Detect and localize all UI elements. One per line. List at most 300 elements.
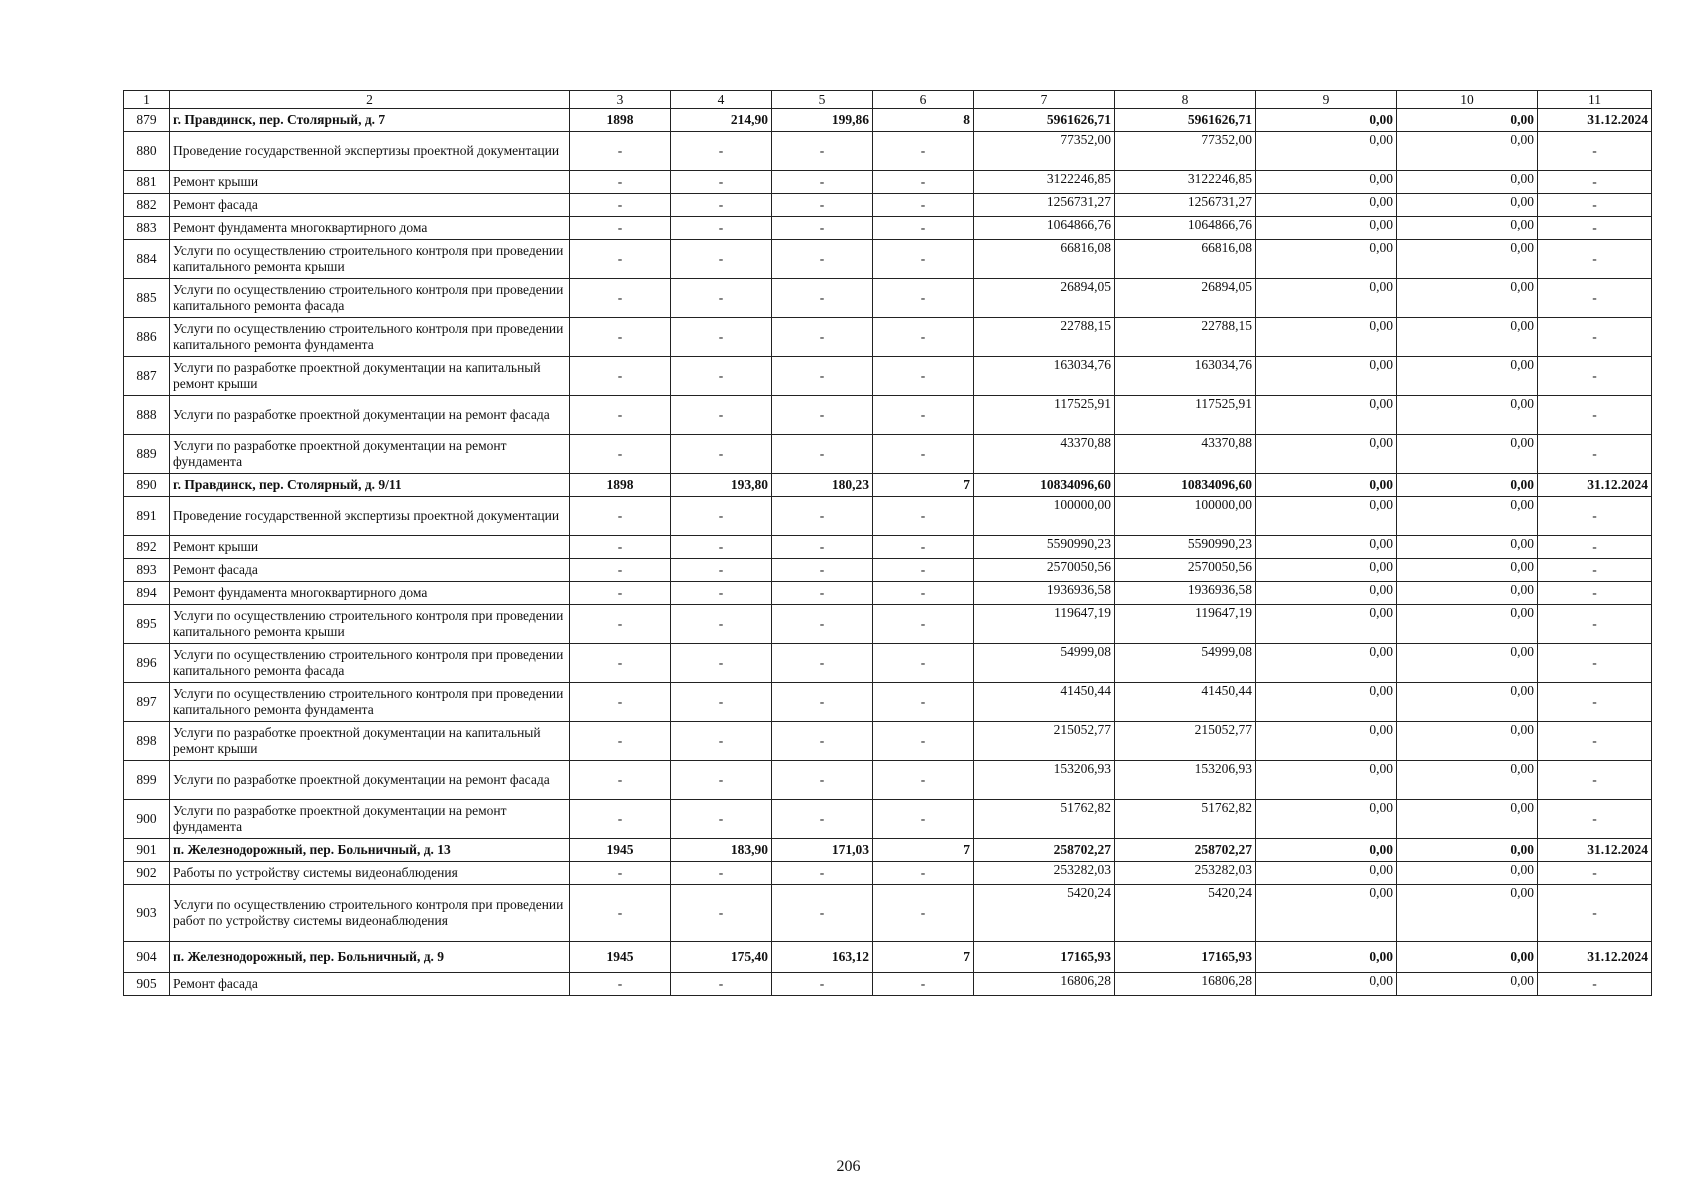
cell-deadline: - xyxy=(1538,722,1652,761)
cell-work-name: Ремонт фасада xyxy=(170,194,570,217)
cell-area-living: - xyxy=(772,722,873,761)
cell-cost-other: 0,00 xyxy=(1397,474,1538,497)
column-number-9: 9 xyxy=(1256,91,1397,109)
cell-deadline: - xyxy=(1538,132,1652,171)
cell-count: - xyxy=(873,761,974,800)
cell-cost-total: 258702,27 xyxy=(974,839,1115,862)
cell-area-living: 163,12 xyxy=(772,942,873,973)
cell-cost-fund: 10834096,60 xyxy=(1115,474,1256,497)
cell-row-number: 880 xyxy=(124,132,170,171)
cell-row-number: 893 xyxy=(124,559,170,582)
cell-area-total: - xyxy=(671,435,772,474)
cell-area-living: - xyxy=(772,217,873,240)
cell-cost-total: 163034,76 xyxy=(974,357,1115,396)
cell-work-name: Ремонт фасада xyxy=(170,559,570,582)
cell-cost-fund: 26894,05 xyxy=(1115,279,1256,318)
table-row xyxy=(124,582,1652,605)
cell-year: - xyxy=(570,279,671,318)
page-number: 206 xyxy=(836,1158,861,1175)
cell-year: - xyxy=(570,644,671,683)
document-sheet xyxy=(123,90,1651,996)
cell-year: - xyxy=(570,885,671,942)
cell-row-number: 901 xyxy=(124,839,170,862)
cell-area-living: - xyxy=(772,559,873,582)
table-row xyxy=(124,396,1652,435)
cell-cost-other: 0,00 xyxy=(1397,279,1538,318)
cell-cost-other: 0,00 xyxy=(1397,109,1538,132)
cell-year: - xyxy=(570,240,671,279)
table-row xyxy=(124,279,1652,318)
cell-row-number: 881 xyxy=(124,171,170,194)
cell-row-number: 899 xyxy=(124,761,170,800)
cell-deadline: - xyxy=(1538,318,1652,357)
capital-repair-table xyxy=(123,90,1652,996)
cell-area-living: 199,86 xyxy=(772,109,873,132)
column-number-2: 2 xyxy=(170,91,570,109)
cell-row-number: 879 xyxy=(124,109,170,132)
cell-year: - xyxy=(570,171,671,194)
cell-cost-budget: 0,00 xyxy=(1256,885,1397,942)
cell-area-living: - xyxy=(772,132,873,171)
cell-area-total: - xyxy=(671,761,772,800)
cell-cost-fund: 1256731,27 xyxy=(1115,194,1256,217)
address-row xyxy=(124,839,1652,862)
cell-cost-other: 0,00 xyxy=(1397,240,1538,279)
cell-work-name: Услуги по осуществлению строительного контроля при проведении работ по устройству системы видеонаблюдения xyxy=(170,885,570,942)
cell-deadline: - xyxy=(1538,536,1652,559)
cell-area-total: 175,40 xyxy=(671,942,772,973)
cell-area-living: - xyxy=(772,605,873,644)
cell-row-number: 885 xyxy=(124,279,170,318)
table-row xyxy=(124,885,1652,942)
cell-cost-budget: 0,00 xyxy=(1256,862,1397,885)
cell-year: - xyxy=(570,973,671,996)
cell-work-name: Услуги по осуществлению строительного контроля при проведении капитального ремонта фундамента xyxy=(170,318,570,357)
cell-work-name: Услуги по разработке проектной документации на ремонт фасада xyxy=(170,761,570,800)
cell-cost-budget: 0,00 xyxy=(1256,474,1397,497)
cell-area-total: - xyxy=(671,885,772,942)
cell-area-total: - xyxy=(671,217,772,240)
cell-cost-total: 1936936,58 xyxy=(974,582,1115,605)
cell-row-number: 902 xyxy=(124,862,170,885)
cell-year: - xyxy=(570,761,671,800)
cell-cost-budget: 0,00 xyxy=(1256,435,1397,474)
cell-area-total: - xyxy=(671,240,772,279)
cell-cost-total: 153206,93 xyxy=(974,761,1115,800)
column-number-7: 7 xyxy=(974,91,1115,109)
cell-cost-total: 117525,91 xyxy=(974,396,1115,435)
table-row xyxy=(124,644,1652,683)
cell-cost-total: 41450,44 xyxy=(974,683,1115,722)
cell-cost-other: 0,00 xyxy=(1397,885,1538,942)
cell-row-number: 882 xyxy=(124,194,170,217)
cell-cost-total: 2570050,56 xyxy=(974,559,1115,582)
cell-cost-other: 0,00 xyxy=(1397,497,1538,536)
table-row xyxy=(124,435,1652,474)
cell-row-number: 887 xyxy=(124,357,170,396)
cell-cost-total: 253282,03 xyxy=(974,862,1115,885)
cell-area-living: - xyxy=(772,683,873,722)
cell-cost-other: 0,00 xyxy=(1397,973,1538,996)
cell-cost-other: 0,00 xyxy=(1397,132,1538,171)
cell-area-living: - xyxy=(772,240,873,279)
cell-deadline: 31.12.2024 xyxy=(1538,109,1652,132)
address-row xyxy=(124,109,1652,132)
cell-cost-fund: 100000,00 xyxy=(1115,497,1256,536)
cell-cost-fund: 258702,27 xyxy=(1115,839,1256,862)
cell-cost-budget: 0,00 xyxy=(1256,605,1397,644)
cell-cost-budget: 0,00 xyxy=(1256,171,1397,194)
cell-area-living: - xyxy=(772,973,873,996)
cell-cost-budget: 0,00 xyxy=(1256,761,1397,800)
cell-area-living: - xyxy=(772,885,873,942)
cell-area-total: - xyxy=(671,194,772,217)
cell-count: - xyxy=(873,357,974,396)
cell-row-number: 894 xyxy=(124,582,170,605)
cell-cost-budget: 0,00 xyxy=(1256,559,1397,582)
cell-area-living: - xyxy=(772,644,873,683)
cell-deadline: 31.12.2024 xyxy=(1538,839,1652,862)
cell-row-number: 888 xyxy=(124,396,170,435)
cell-row-number: 903 xyxy=(124,885,170,942)
cell-cost-fund: 3122246,85 xyxy=(1115,171,1256,194)
cell-year: - xyxy=(570,862,671,885)
cell-cost-other: 0,00 xyxy=(1397,761,1538,800)
cell-cost-budget: 0,00 xyxy=(1256,942,1397,973)
cell-area-living: - xyxy=(772,497,873,536)
cell-year: 1898 xyxy=(570,474,671,497)
cell-cost-fund: 163034,76 xyxy=(1115,357,1256,396)
cell-cost-other: 0,00 xyxy=(1397,582,1538,605)
cell-count: - xyxy=(873,217,974,240)
cell-area-living: - xyxy=(772,582,873,605)
cell-count: - xyxy=(873,132,974,171)
cell-deadline: - xyxy=(1538,644,1652,683)
cell-cost-total: 77352,00 xyxy=(974,132,1115,171)
cell-area-total: - xyxy=(671,605,772,644)
cell-deadline: - xyxy=(1538,240,1652,279)
table-row xyxy=(124,318,1652,357)
cell-cost-other: 0,00 xyxy=(1397,722,1538,761)
column-number-row xyxy=(124,91,1652,109)
cell-area-total: - xyxy=(671,582,772,605)
cell-cost-other: 0,00 xyxy=(1397,942,1538,973)
cell-area-living: - xyxy=(772,800,873,839)
cell-cost-total: 5590990,23 xyxy=(974,536,1115,559)
cell-area-total: - xyxy=(671,683,772,722)
cell-area-total: - xyxy=(671,800,772,839)
cell-cost-fund: 22788,15 xyxy=(1115,318,1256,357)
cell-area-total: - xyxy=(671,862,772,885)
cell-cost-total: 54999,08 xyxy=(974,644,1115,683)
column-number-1: 1 xyxy=(124,91,170,109)
cell-row-number: 891 xyxy=(124,497,170,536)
cell-area-total: - xyxy=(671,318,772,357)
cell-row-number: 895 xyxy=(124,605,170,644)
cell-cost-total: 1256731,27 xyxy=(974,194,1115,217)
cell-cost-total: 16806,28 xyxy=(974,973,1115,996)
cell-cost-fund: 66816,08 xyxy=(1115,240,1256,279)
cell-year: - xyxy=(570,318,671,357)
cell-cost-budget: 0,00 xyxy=(1256,973,1397,996)
cell-row-number: 889 xyxy=(124,435,170,474)
cell-cost-budget: 0,00 xyxy=(1256,279,1397,318)
cell-row-number: 898 xyxy=(124,722,170,761)
cell-area-total: - xyxy=(671,644,772,683)
cell-deadline: - xyxy=(1538,357,1652,396)
cell-deadline: - xyxy=(1538,194,1652,217)
cell-cost-budget: 0,00 xyxy=(1256,497,1397,536)
table-row xyxy=(124,497,1652,536)
cell-deadline: - xyxy=(1538,217,1652,240)
table-row xyxy=(124,171,1652,194)
cell-cost-total: 51762,82 xyxy=(974,800,1115,839)
table-row xyxy=(124,194,1652,217)
cell-work-name: Услуги по осуществлению строительного контроля при проведении капитального ремонта фасада xyxy=(170,279,570,318)
cell-work-name: Услуги по разработке проектной документации на ремонт фундамента xyxy=(170,435,570,474)
cell-cost-total: 26894,05 xyxy=(974,279,1115,318)
table-row xyxy=(124,683,1652,722)
cell-cost-budget: 0,00 xyxy=(1256,839,1397,862)
cell-deadline: - xyxy=(1538,683,1652,722)
cell-deadline: - xyxy=(1538,582,1652,605)
cell-work-name: п. Железнодорожный, пер. Больничный, д. 13 xyxy=(170,839,570,862)
cell-work-name: Ремонт крыши xyxy=(170,171,570,194)
table-body xyxy=(124,109,1652,996)
cell-count: - xyxy=(873,605,974,644)
cell-deadline: - xyxy=(1538,171,1652,194)
cell-work-name: Ремонт крыши xyxy=(170,536,570,559)
cell-count: - xyxy=(873,722,974,761)
table-row xyxy=(124,559,1652,582)
table-row xyxy=(124,722,1652,761)
cell-deadline: - xyxy=(1538,761,1652,800)
cell-area-total: - xyxy=(671,357,772,396)
cell-count: - xyxy=(873,885,974,942)
cell-cost-total: 100000,00 xyxy=(974,497,1115,536)
cell-deadline: - xyxy=(1538,973,1652,996)
cell-cost-other: 0,00 xyxy=(1397,800,1538,839)
cell-cost-total: 17165,93 xyxy=(974,942,1115,973)
cell-area-total: 183,90 xyxy=(671,839,772,862)
cell-year: - xyxy=(570,217,671,240)
address-row xyxy=(124,942,1652,973)
cell-cost-other: 0,00 xyxy=(1397,536,1538,559)
column-number-5: 5 xyxy=(772,91,873,109)
cell-work-name: Услуги по разработке проектной документации на ремонт фундамента xyxy=(170,800,570,839)
cell-year: - xyxy=(570,605,671,644)
cell-deadline: - xyxy=(1538,800,1652,839)
cell-cost-other: 0,00 xyxy=(1397,559,1538,582)
cell-cost-fund: 16806,28 xyxy=(1115,973,1256,996)
cell-deadline: - xyxy=(1538,605,1652,644)
column-number-3: 3 xyxy=(570,91,671,109)
cell-work-name: Проведение государственной экспертизы проектной документации xyxy=(170,132,570,171)
cell-area-total: - xyxy=(671,396,772,435)
cell-area-total: - xyxy=(671,559,772,582)
cell-count: - xyxy=(873,435,974,474)
cell-year: - xyxy=(570,132,671,171)
column-number-8: 8 xyxy=(1115,91,1256,109)
cell-cost-budget: 0,00 xyxy=(1256,644,1397,683)
cell-cost-fund: 41450,44 xyxy=(1115,683,1256,722)
cell-count: 7 xyxy=(873,839,974,862)
cell-area-living: - xyxy=(772,194,873,217)
cell-deadline: - xyxy=(1538,862,1652,885)
cell-cost-total: 10834096,60 xyxy=(974,474,1115,497)
cell-work-name: Проведение государственной экспертизы проектной документации xyxy=(170,497,570,536)
cell-count: - xyxy=(873,683,974,722)
cell-cost-budget: 0,00 xyxy=(1256,582,1397,605)
cell-row-number: 897 xyxy=(124,683,170,722)
cell-cost-total: 3122246,85 xyxy=(974,171,1115,194)
cell-area-total: - xyxy=(671,536,772,559)
cell-cost-fund: 43370,88 xyxy=(1115,435,1256,474)
cell-cost-total: 43370,88 xyxy=(974,435,1115,474)
cell-cost-total: 119647,19 xyxy=(974,605,1115,644)
cell-deadline: - xyxy=(1538,559,1652,582)
cell-cost-other: 0,00 xyxy=(1397,605,1538,644)
cell-row-number: 905 xyxy=(124,973,170,996)
cell-cost-other: 0,00 xyxy=(1397,862,1538,885)
cell-deadline: - xyxy=(1538,279,1652,318)
table-row xyxy=(124,800,1652,839)
cell-row-number: 904 xyxy=(124,942,170,973)
cell-area-total: - xyxy=(671,973,772,996)
column-number-4: 4 xyxy=(671,91,772,109)
cell-cost-fund: 51762,82 xyxy=(1115,800,1256,839)
cell-deadline: - xyxy=(1538,435,1652,474)
cell-cost-fund: 153206,93 xyxy=(1115,761,1256,800)
cell-area-living: - xyxy=(772,318,873,357)
cell-work-name: Услуги по осуществлению строительного контроля при проведении капитального ремонта крыши xyxy=(170,240,570,279)
cell-year: - xyxy=(570,683,671,722)
cell-area-living: 180,23 xyxy=(772,474,873,497)
cell-year: - xyxy=(570,800,671,839)
column-number-10: 10 xyxy=(1397,91,1538,109)
cell-cost-budget: 0,00 xyxy=(1256,217,1397,240)
cell-row-number: 884 xyxy=(124,240,170,279)
cell-area-living: - xyxy=(772,171,873,194)
cell-count: - xyxy=(873,171,974,194)
cell-cost-fund: 5961626,71 xyxy=(1115,109,1256,132)
cell-work-name: г. Правдинск, пер. Столярный, д. 7 xyxy=(170,109,570,132)
cell-year: - xyxy=(570,396,671,435)
cell-cost-fund: 77352,00 xyxy=(1115,132,1256,171)
cell-cost-budget: 0,00 xyxy=(1256,357,1397,396)
cell-cost-fund: 1936936,58 xyxy=(1115,582,1256,605)
cell-cost-budget: 0,00 xyxy=(1256,109,1397,132)
cell-work-name: Ремонт фасада xyxy=(170,973,570,996)
cell-cost-other: 0,00 xyxy=(1397,357,1538,396)
table-row xyxy=(124,240,1652,279)
cell-year: - xyxy=(570,435,671,474)
cell-cost-other: 0,00 xyxy=(1397,171,1538,194)
cell-work-name: г. Правдинск, пер. Столярный, д. 9/11 xyxy=(170,474,570,497)
cell-cost-fund: 1064866,76 xyxy=(1115,217,1256,240)
cell-cost-total: 5420,24 xyxy=(974,885,1115,942)
cell-count: - xyxy=(873,497,974,536)
cell-work-name: Услуги по разработке проектной документации на капитальный ремонт крыши xyxy=(170,722,570,761)
cell-cost-other: 0,00 xyxy=(1397,435,1538,474)
cell-cost-fund: 17165,93 xyxy=(1115,942,1256,973)
cell-count: - xyxy=(873,973,974,996)
cell-year: - xyxy=(570,582,671,605)
cell-cost-fund: 5590990,23 xyxy=(1115,536,1256,559)
table-row xyxy=(124,605,1652,644)
cell-cost-budget: 0,00 xyxy=(1256,318,1397,357)
cell-area-living: - xyxy=(772,435,873,474)
cell-count: - xyxy=(873,582,974,605)
cell-cost-other: 0,00 xyxy=(1397,217,1538,240)
cell-cost-fund: 5420,24 xyxy=(1115,885,1256,942)
cell-area-total: 214,90 xyxy=(671,109,772,132)
cell-deadline: 31.12.2024 xyxy=(1538,474,1652,497)
cell-area-living: - xyxy=(772,862,873,885)
cell-cost-total: 5961626,71 xyxy=(974,109,1115,132)
cell-area-total: 193,80 xyxy=(671,474,772,497)
cell-cost-total: 66816,08 xyxy=(974,240,1115,279)
cell-deadline: 31.12.2024 xyxy=(1538,942,1652,973)
cell-cost-fund: 119647,19 xyxy=(1115,605,1256,644)
cell-year: - xyxy=(570,559,671,582)
cell-count: - xyxy=(873,279,974,318)
cell-work-name: Услуги по разработке проектной документации на капитальный ремонт крыши xyxy=(170,357,570,396)
cell-year: - xyxy=(570,722,671,761)
cell-count: 7 xyxy=(873,942,974,973)
cell-count: - xyxy=(873,396,974,435)
table-row xyxy=(124,217,1652,240)
cell-work-name: Ремонт фундамента многоквартирного дома xyxy=(170,217,570,240)
cell-area-living: - xyxy=(772,357,873,396)
cell-row-number: 896 xyxy=(124,644,170,683)
cell-area-living: 171,03 xyxy=(772,839,873,862)
cell-area-living: - xyxy=(772,396,873,435)
cell-count: - xyxy=(873,318,974,357)
cell-work-name: Услуги по осуществлению строительного контроля при проведении капитального ремонта фасада xyxy=(170,644,570,683)
cell-row-number: 900 xyxy=(124,800,170,839)
cell-cost-other: 0,00 xyxy=(1397,683,1538,722)
cell-cost-fund: 117525,91 xyxy=(1115,396,1256,435)
cell-year: 1898 xyxy=(570,109,671,132)
cell-year: - xyxy=(570,497,671,536)
cell-work-name: Услуги по разработке проектной документации на ремонт фасада xyxy=(170,396,570,435)
cell-cost-budget: 0,00 xyxy=(1256,722,1397,761)
cell-cost-budget: 0,00 xyxy=(1256,536,1397,559)
cell-row-number: 883 xyxy=(124,217,170,240)
cell-cost-budget: 0,00 xyxy=(1256,683,1397,722)
cell-count: - xyxy=(873,194,974,217)
cell-cost-fund: 215052,77 xyxy=(1115,722,1256,761)
column-number-6: 6 xyxy=(873,91,974,109)
column-number-11: 11 xyxy=(1538,91,1652,109)
cell-cost-budget: 0,00 xyxy=(1256,240,1397,279)
cell-area-living: - xyxy=(772,279,873,318)
table-row xyxy=(124,862,1652,885)
cell-count: - xyxy=(873,240,974,279)
cell-count: - xyxy=(873,644,974,683)
table-row xyxy=(124,973,1652,996)
cell-cost-total: 22788,15 xyxy=(974,318,1115,357)
cell-work-name: Ремонт фундамента многоквартирного дома xyxy=(170,582,570,605)
cell-cost-fund: 54999,08 xyxy=(1115,644,1256,683)
cell-area-total: - xyxy=(671,132,772,171)
cell-area-total: - xyxy=(671,171,772,194)
cell-work-name: Услуги по осуществлению строительного контроля при проведении капитального ремонта крыши xyxy=(170,605,570,644)
cell-cost-fund: 2570050,56 xyxy=(1115,559,1256,582)
table-row xyxy=(124,761,1652,800)
cell-cost-budget: 0,00 xyxy=(1256,132,1397,171)
